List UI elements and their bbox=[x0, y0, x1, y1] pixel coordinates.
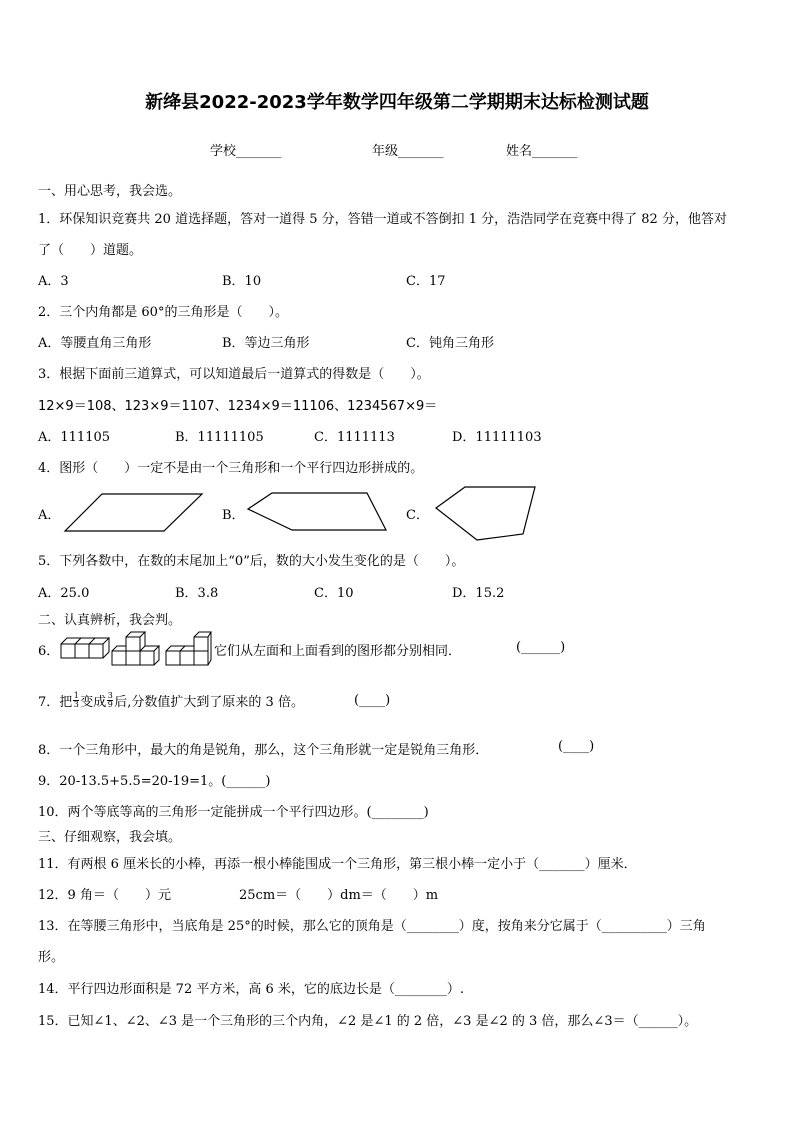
q7-middle: 变成 bbox=[80, 695, 107, 710]
name-field: 姓名_______ bbox=[506, 144, 578, 159]
q4-text: 4．图形（ ）一定不是由一个三角形和一个平行四边形拼成的。 bbox=[38, 461, 424, 476]
section-2-heading: 二、认真辨析，我会判。 bbox=[38, 613, 182, 628]
q5-option-c: C．10 bbox=[314, 586, 354, 601]
q4-parallelogram-shape bbox=[64, 493, 204, 533]
q13-text-line2: 形。 bbox=[38, 950, 65, 965]
q3-option-d: D．11111103 bbox=[452, 430, 542, 445]
q3-text: 3．根据下面前三道算式，可以知道最后一道算式的得数是（ ）。 bbox=[38, 367, 430, 382]
q15-text: 15．已知∠1、∠2、∠3 是一个三角形的三个内角，∠2 是∠1 的 2 倍，∠3 是∠2 的 3 倍，那么∠3＝（______）。 bbox=[38, 1014, 698, 1029]
q1-text-line1: 1．环保知识竞赛共 20 道选择题，答对一道得 5 分，答错一道或不答倒扣 1 分，浩浩同学在竞赛中得了 82 分，他答对 bbox=[38, 212, 727, 227]
q7-fraction-1-numerator: 1 bbox=[73, 691, 79, 700]
q7-suffix: 后,分数值扩大到了原来的 3 倍。 bbox=[114, 695, 304, 710]
q1-text-line2: 了（ ）道题。 bbox=[38, 243, 143, 258]
section-1-heading: 一、用心思考，我会选。 bbox=[38, 184, 182, 199]
q13-text-line1: 13．在等腰三角形中，当底角是 25°的时候，那么它的顶角是（________）度，按角来分它属于（__________）三角 bbox=[38, 919, 706, 934]
q2-option-b: B．等边三角形 bbox=[222, 336, 310, 351]
q4-option-c: C． bbox=[406, 508, 429, 523]
q5-option-d: D．15.2 bbox=[452, 586, 505, 601]
q5-option-a: A．25.0 bbox=[38, 586, 90, 601]
q6-answer-blank[interactable]: (______) bbox=[516, 640, 566, 655]
q3-option-c: C．1111113 bbox=[314, 430, 395, 445]
q7-fraction-2-numerator: 3 bbox=[107, 691, 113, 700]
q7-fraction-2 bbox=[107, 692, 113, 709]
q4-option-b: B． bbox=[222, 508, 245, 523]
q1-option-c: C．17 bbox=[406, 274, 446, 289]
q6-number: 6． bbox=[38, 644, 60, 659]
q7-prefix: 7．把 bbox=[38, 695, 73, 710]
q7-fraction-1-denominator: 3 bbox=[73, 700, 79, 709]
q5-text: 5．下列各数中，在数的末尾加上“0”后，数的大小发生变化的是（ ）。 bbox=[38, 554, 465, 569]
q10-text: 10．两个等底等高的三角形一定能拼成一个平行四边形。(________) bbox=[38, 805, 429, 820]
grade-field: 年级_______ bbox=[372, 144, 444, 159]
q3-option-a: A．111105 bbox=[38, 430, 111, 445]
q9-text: 9．20-13.5+5.5=20-19=1。(______) bbox=[38, 774, 271, 789]
q4-option-a: A． bbox=[38, 508, 61, 523]
school-field: 学校_______ bbox=[210, 144, 282, 159]
q5-option-b: B．3.8 bbox=[175, 586, 219, 601]
q12-part1: 12．9 角＝（ ）元 bbox=[38, 888, 171, 903]
q2-option-c: C．钝角三角形 bbox=[406, 336, 494, 351]
q3-option-b: B．11111105 bbox=[175, 430, 264, 445]
q7-fraction-1 bbox=[73, 692, 79, 709]
q2-option-a: A．等腰直角三角形 bbox=[38, 336, 152, 351]
q1-option-b: B．10 bbox=[222, 274, 262, 289]
q4-pentagon-shape-b bbox=[247, 492, 387, 532]
q12-part2: 25cm＝（ ）dm＝（ ）m bbox=[239, 888, 439, 903]
q8-text: 8．一个三角形中，最大的角是锐角，那么，这个三角形就一定是锐角三角形． bbox=[38, 743, 489, 758]
q7-line bbox=[38, 691, 304, 710]
q7-answer-blank[interactable]: (____) bbox=[354, 693, 391, 708]
q3-formula: 12×9＝108、123×9＝1107、1234×9＝11106、1234567×9＝ bbox=[38, 399, 438, 414]
q2-text: 2．三个内角都是 60°的三角形是（ ）。 bbox=[38, 305, 288, 320]
q6-text: 它们从左面和上面看到的图形都分别相同． bbox=[214, 644, 462, 659]
q4-pentagon-shape-c bbox=[435, 486, 537, 542]
page-title: 新绛县2022-2023学年数学四年级第二学期期末达标检测试题 bbox=[145, 92, 649, 113]
q11-text: 11．有两根 6 厘米长的小棒，再添一根小棒能围成一个三角形，第三根小棒一定小于（_______）厘米． bbox=[38, 857, 637, 872]
q8-answer-blank[interactable]: (____) bbox=[558, 739, 595, 754]
section-3-heading: 三、仔细观察，我会填。 bbox=[38, 830, 182, 845]
q7-fraction-2-denominator: 9 bbox=[107, 700, 113, 709]
q14-text: 14．平行四边形面积是 72 平方米，高 6 米，它的底边长是（________）. bbox=[38, 982, 465, 997]
q1-option-a: A．3 bbox=[38, 274, 69, 289]
q6-cube-figures bbox=[60, 631, 212, 667]
